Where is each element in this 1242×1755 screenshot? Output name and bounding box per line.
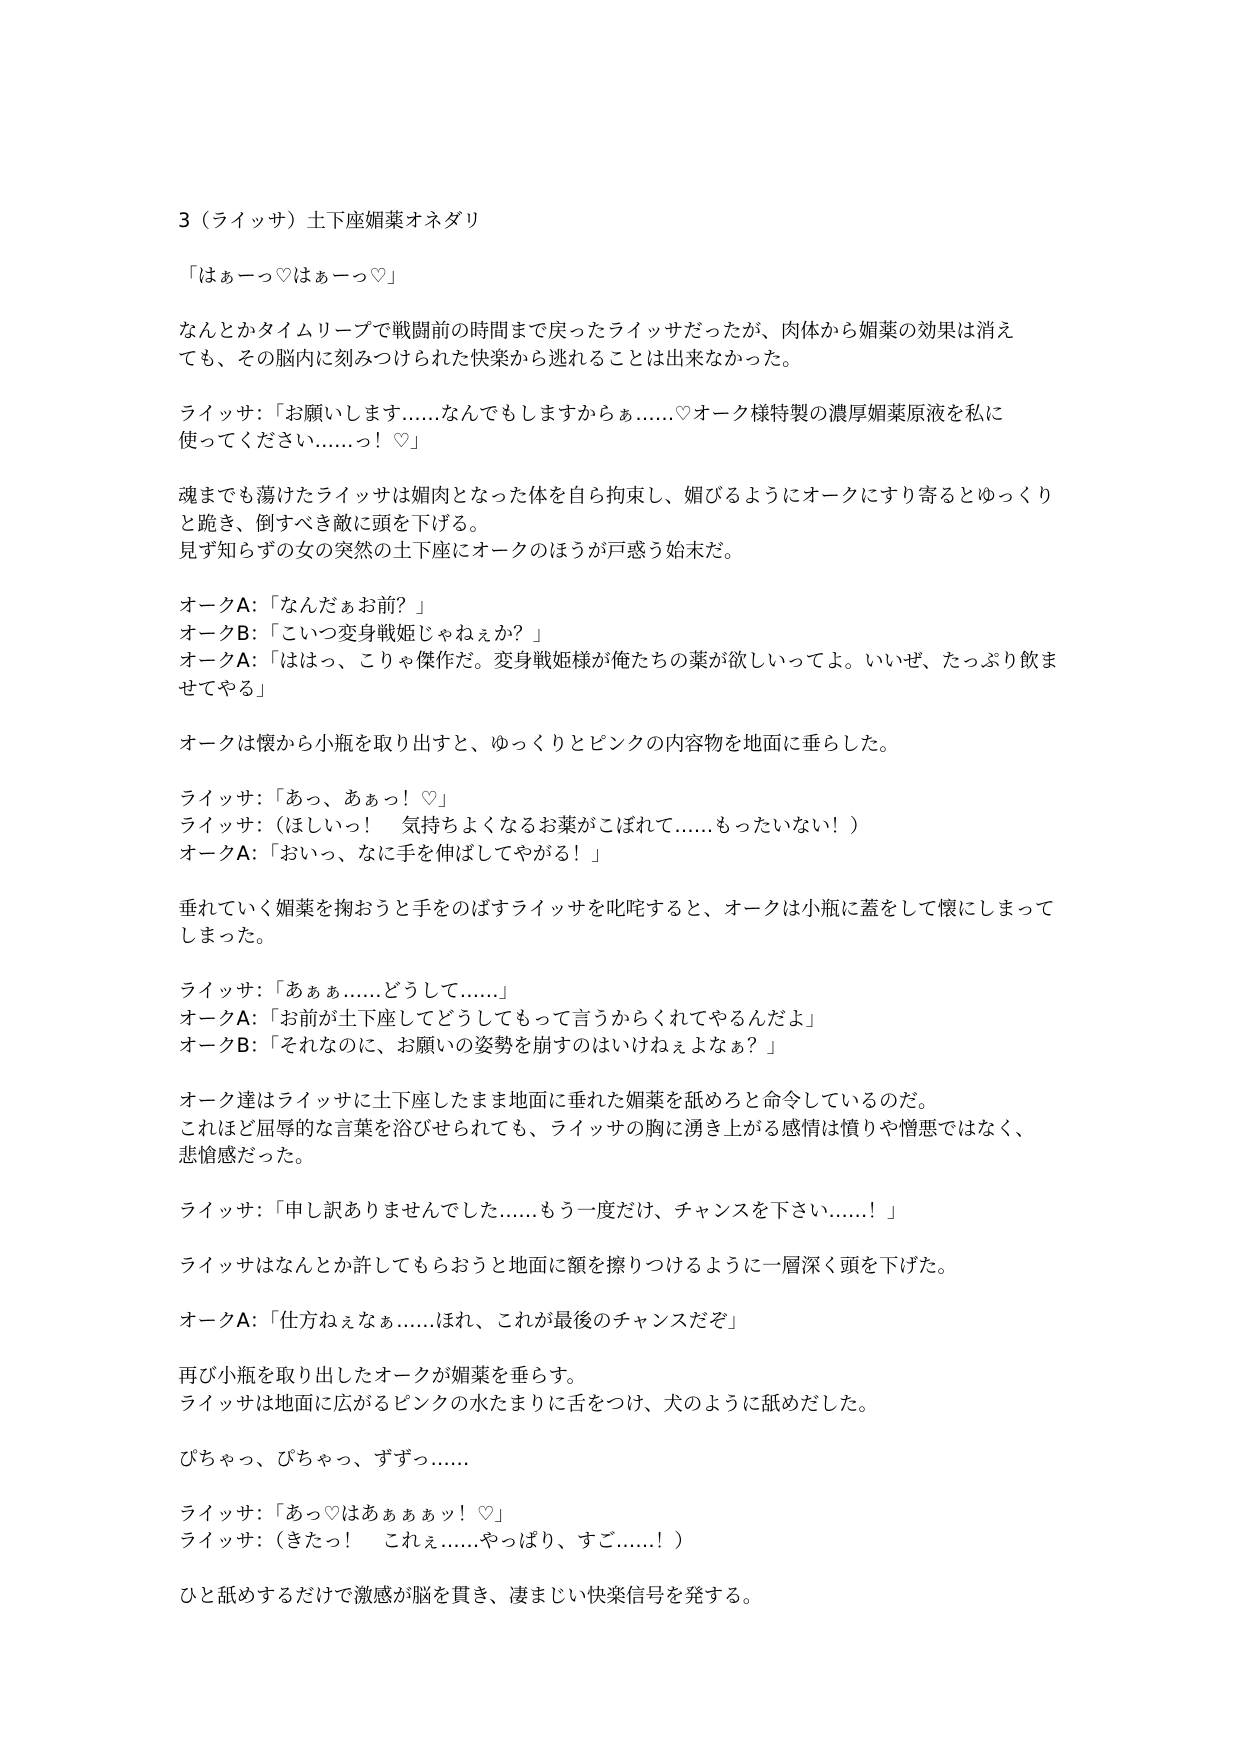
text-line: これほど屈辱的な言葉を浴びせられても、ライッサの胸に湧き上がる感情は憤りや憎悪ではなく、 [178,1116,1035,1140]
paragraph [178,977,1078,1060]
text-line: しまった。 [178,924,276,947]
chapter-title [178,207,1078,235]
text-line: ライッサ：（きたっ！ これぇ……やっぱり、すご……！） [178,1529,694,1552]
paragraph [178,785,1078,868]
title-line: 3（ライッサ）土下座媚薬オネダリ [178,209,482,232]
text-line: オークA：「ははっ、こりゃ傑作だ。変身戦姫様が俺たちの薬が欲しいってよ。いいぜ、たっぷり飲ま [178,649,1059,672]
document-page [178,207,1078,1637]
paragraph [178,1362,1078,1417]
text-line: ライッサ：「あっ♡はあぁぁぁッ！♡」 [178,1501,514,1525]
paragraph [178,317,1078,372]
paragraph [178,1582,1078,1610]
paragraph [178,1445,1078,1473]
paragraph [178,400,1078,455]
text-line: ライッサ：「申し訳ありませんでした……もう一度だけ、チャンスを下さい……！」 [178,1199,907,1222]
text-line: 悲愴感だった。 [178,1144,315,1167]
text-line: ても、その脳内に刻みつけられた快楽から逃れることは出来なかった。 [178,346,802,370]
paragraph [178,592,1078,702]
text-line: ぴちゃっ、ぴちゃっ、ずずっ…… [178,1446,470,1470]
text-line: ライッサ：「あっ、あぁっ！♡」 [178,786,458,810]
text-line: せてやる」 [178,676,276,700]
text-line: 再び小瓶を取り出したオークが媚薬を垂らす。 [178,1364,586,1387]
text-line: 「はぁーっ♡はぁーっ♡」 [178,264,407,287]
text-line: オークA：「なんだぁお前？」 [178,594,436,617]
text-line: オークA：「仕方ねぇなぁ……ほれ、これが最後のチャンスだぞ」 [178,1309,748,1332]
text-line: オークA：「おいっ、なに手を伸ばしてやがる！」 [178,841,611,865]
paragraph [178,1307,1078,1335]
text-line: 使ってください……っ！♡」 [178,429,430,452]
paragraph [178,262,1078,290]
text-line: オークB：「それなのに、お願いの姿勢を崩すのはいけねぇよなぁ？」 [178,1034,787,1057]
paragraph [178,895,1078,950]
text-line: ライッサ：「あぁぁ……どうして……」 [178,979,519,1002]
paragraph [178,730,1078,758]
text-line: ひと舐めするだけで激感が脳を貫き、凄まじい快楽信号を発する。 [178,1584,763,1607]
text-line: オークA：「お前が土下座してどうしてもって言うからくれてやるんだよ」 [178,1006,826,1030]
paragraph [178,1197,1078,1225]
paragraph [178,1087,1078,1170]
text-line: なんとかタイムリープで戦闘前の時間まで戻ったライッサだったが、肉体から媚薬の効果は消え [178,319,1015,342]
text-line: 見ず知らずの女の突然の土下座にオークのほうが戸惑う始末だ。 [178,539,744,562]
text-line: ライッサ：（ほしいっ！ 気持ちよくなるお薬がこぼれて……もったいない！） [178,814,870,837]
text-line: ライッサ：「お願いします……なんでもしますからぁ……♡オーク様特製の濃厚媚薬原液を私に [178,401,1004,425]
text-line: ライッサは地面に広がるピンクの水たまりに舌をつけ、犬のように舐めだした。 [178,1391,878,1415]
text-line: ライッサはなんとか許してもらおうと地面に額を擦りつけるように一層深く頭を下げた。 [178,1254,958,1277]
document-body [178,262,1078,1610]
text-line: と跪き、倒すべき敵に頭を下げる。 [178,511,489,535]
text-line: オークB：「こいつ変身戦姫じゃねぇか？」 [178,621,553,645]
paragraph [178,1252,1078,1280]
text-line: オークは懐から小瓶を取り出すと、ゆっくりとピンクの内容物を地面に垂らした。 [178,731,899,755]
text-line: オーク達はライッサに土下座したまま地面に垂れた媚薬を舐めろと命令しているのだ。 [178,1089,938,1112]
text-line: 垂れていく媚薬を掬おうと手をのばすライッサを叱咤すると、オークは小瓶に蓋をして懐にしまって [178,896,1055,920]
paragraph [178,482,1078,565]
paragraph [178,1500,1078,1555]
text-line: 魂までも蕩けたライッサは媚肉となった体を自ら拘束し、媚びるようにオークにすり寄るとゆっくり [178,484,1055,507]
